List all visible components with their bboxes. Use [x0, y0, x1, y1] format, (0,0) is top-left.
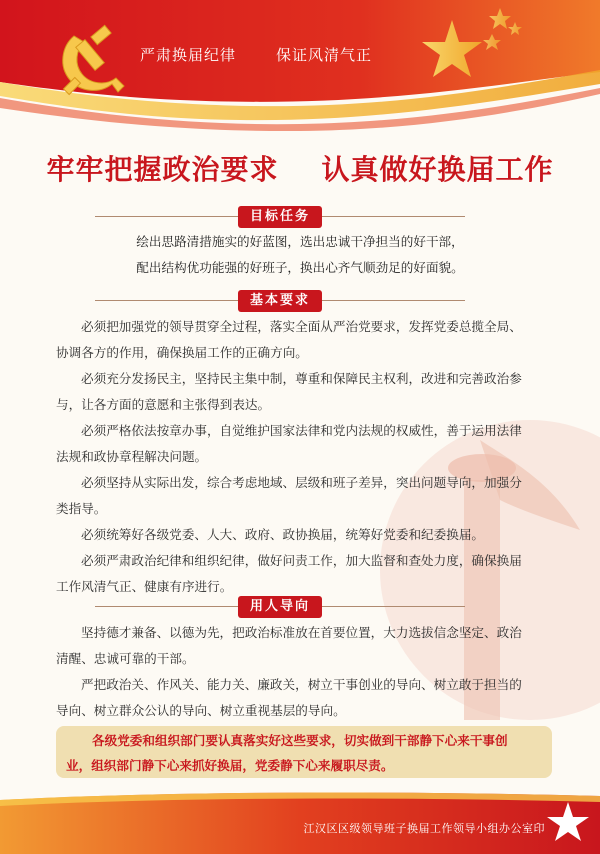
basic-paragraph-3 — [56, 418, 556, 470]
basic-paragraph-5 — [56, 522, 556, 548]
paragraph-line: 协调各方的作用，确保换届工作的正确方向。 — [56, 345, 308, 360]
paragraph-line: 工作风清气正、健康有序进行。 — [56, 579, 233, 594]
section-heading-goal — [95, 206, 465, 228]
header-banner — [0, 0, 600, 132]
paragraph-line: 必须严格依法按章办事，自觉维护国家法律和党内法规的权威性，善于运用法律 — [81, 423, 522, 438]
goal-line: 绘出思路清措施实的好蓝图，选出忠诚干净担当的好干部， — [136, 234, 464, 249]
party-emblem-icon — [44, 18, 134, 108]
highlight-box — [56, 726, 552, 778]
footer-banner — [0, 790, 600, 854]
paragraph-line: 严把政治关、作风关、能力关、廉政关，树立干事创业的导向、树立敢于担当的 — [81, 677, 522, 692]
footer-org: 江汉区区级领导班子换届工作领导小组办公室印 — [303, 822, 545, 835]
goal-text — [0, 229, 600, 281]
section-heading-label: 目标任务 — [238, 206, 322, 228]
goal-line: 配出结构优功能强的好班子，换出心齐气顺劲足的好面貌。 — [136, 260, 464, 275]
paragraph-line: 坚持德才兼备、以德为先，把政治标准放在首要位置，大力选拔信念坚定、政治 — [81, 625, 522, 640]
paragraph-line: 与，让各方面的意愿和主张得到表达。 — [56, 397, 271, 412]
paragraph-line: 必须把加强党的领导贯穿全过程，落实全面从严治党要求，发挥党委总揽全局、 — [81, 319, 522, 334]
section-heading-label: 用人导向 — [238, 596, 322, 618]
paragraph-line: 导向、树立群众公认的导向、树立重视基层的导向。 — [56, 703, 346, 718]
slogan-left: 严肃换届纪律 — [140, 46, 237, 64]
paragraph-line: 必须严肃政治纪律和组织纪律，做好问责工作，加大监督和查处力度，确保换届 — [81, 553, 522, 568]
paragraph-line: 必须充分发扬民主，坚持民主集中制，尊重和保障民主权利，改进和完善政治参 — [81, 371, 522, 386]
basic-paragraph-1 — [56, 314, 556, 366]
basic-paragraph-4 — [56, 470, 556, 522]
talent-paragraph-2 — [56, 672, 556, 724]
paragraph-line: 清醒、忠诚可靠的干部。 — [56, 651, 195, 666]
section-heading-label: 基本要求 — [238, 290, 322, 312]
highlight-line: 业，组织部门静下心来抓好换届，党委静下心来履职尽责。 — [66, 758, 394, 773]
paragraph-line: 类指导。 — [56, 501, 107, 516]
talent-paragraph-1 — [56, 620, 556, 672]
paragraph-line: 必须统筹好各级党委、人大、政府、政协换届，统筹好党委和纪委换届。 — [81, 527, 484, 542]
basic-paragraph-6 — [56, 548, 556, 600]
highlight-line: 各级党委和组织部门要认真落实好这些要求，切实做到干部静下心来干事创 — [92, 733, 508, 748]
page-title: 牢牢把握政治要求 认真做好换届工作 — [46, 153, 554, 186]
slogan-right: 保证风清气正 — [276, 46, 373, 64]
paragraph-line: 法规和政协章程解决问题。 — [56, 449, 208, 464]
basic-paragraph-2 — [56, 366, 556, 418]
section-heading-basic — [95, 290, 465, 312]
paragraph-line: 必须坚持从实际出发，综合考虑地域、层级和班子差异，突出问题导向，加强分 — [81, 475, 522, 490]
section-heading-talent — [95, 596, 465, 618]
